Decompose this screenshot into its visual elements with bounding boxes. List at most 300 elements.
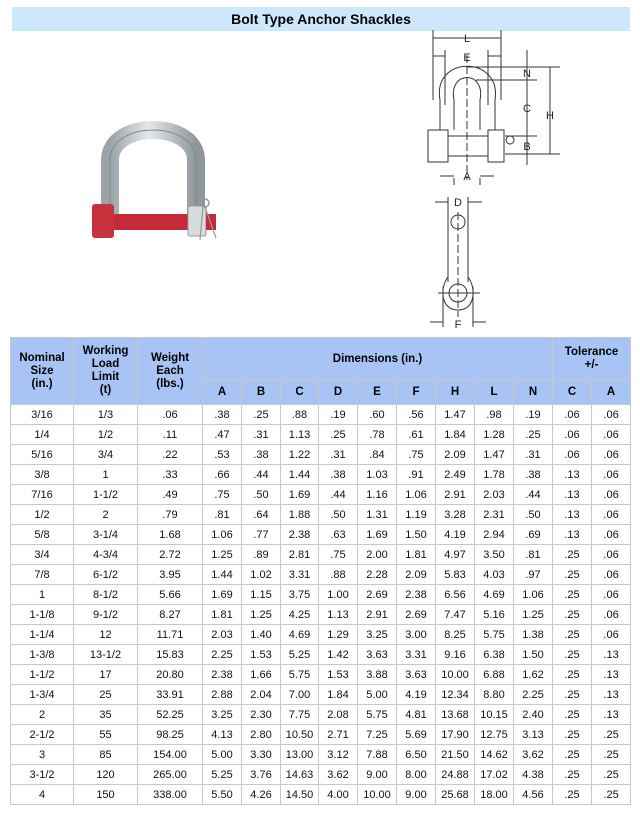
cell-dim-n: 1.50	[514, 645, 553, 665]
cell-dim-d: .50	[319, 505, 358, 525]
cell-dim-n: 1.06	[514, 585, 553, 605]
cell-dim-a: 4.13	[203, 725, 242, 745]
cell-tol-c: .25	[553, 705, 592, 725]
cell-tol-c: .13	[553, 505, 592, 525]
table-row	[11, 605, 631, 625]
cell-dim-a: 1.06	[203, 525, 242, 545]
cell-dim-c: 14.63	[281, 765, 319, 785]
cell-dim-c: 3.75	[281, 585, 319, 605]
cell-tol-a: .06	[592, 505, 631, 525]
cell-tol-c: .25	[553, 785, 592, 805]
cell-tol-a: .13	[592, 645, 631, 665]
cell-dim-b: 1.53	[242, 645, 281, 665]
cell-dim-n: 3.13	[514, 725, 553, 745]
cell-dim-a: .38	[203, 405, 242, 425]
cell-weight-each: 11.71	[138, 625, 203, 645]
cell-dim-e: 7.25	[358, 725, 397, 745]
cell-working-load-limit: 9-1/2	[74, 605, 138, 625]
cell-nominal-size: 1-3/4	[11, 685, 74, 705]
cell-tol-c: .06	[553, 445, 592, 465]
cell-dim-h: 24.88	[436, 765, 475, 785]
front-dimension-diagram	[410, 30, 570, 190]
header-dim-c: C	[281, 381, 319, 405]
header-working-load-limit: Working Load Limit (t)	[74, 338, 138, 405]
cell-weight-each: 1.68	[138, 525, 203, 545]
cell-dim-c: 4.25	[281, 605, 319, 625]
cell-dim-h: 4.97	[436, 545, 475, 565]
cell-dim-a: 5.00	[203, 745, 242, 765]
cell-weight-each: 20.80	[138, 665, 203, 685]
cell-tol-a: .13	[592, 665, 631, 685]
cell-dim-b: .44	[242, 465, 281, 485]
cell-nominal-size: 1/2	[11, 505, 74, 525]
label-L: L	[463, 33, 471, 45]
cell-dim-f: 1.81	[397, 545, 436, 565]
cell-dim-n: 2.25	[514, 685, 553, 705]
cell-dim-h: 12.34	[436, 685, 475, 705]
cell-dim-c: 7.75	[281, 705, 319, 725]
cell-dim-l: 1.78	[475, 465, 514, 485]
cell-dim-f: 3.31	[397, 645, 436, 665]
label-N: N	[523, 68, 531, 80]
cell-dim-e: 9.00	[358, 765, 397, 785]
cell-working-load-limit: 55	[74, 725, 138, 745]
cell-tol-a: .06	[592, 485, 631, 505]
cell-tol-a: .25	[592, 765, 631, 785]
header-dimensions: Dimensions (in.)	[203, 338, 553, 381]
cell-working-load-limit: 3/4	[74, 445, 138, 465]
cell-tol-c: .25	[553, 565, 592, 585]
cell-tol-a: .13	[592, 685, 631, 705]
cell-dim-e: 2.91	[358, 605, 397, 625]
cell-dim-e: 2.69	[358, 585, 397, 605]
cell-weight-each: 2.72	[138, 545, 203, 565]
label-D: D	[454, 197, 462, 209]
cell-dim-l: 1.28	[475, 425, 514, 445]
cell-dim-l: 2.03	[475, 485, 514, 505]
cell-dim-h: 4.19	[436, 525, 475, 545]
header-tol-a: A	[592, 381, 631, 405]
cell-working-load-limit: 2	[74, 505, 138, 525]
cell-dim-c: 7.00	[281, 685, 319, 705]
cell-weight-each: 98.25	[138, 725, 203, 745]
cell-dim-n: .44	[514, 485, 553, 505]
cell-dim-d: 3.62	[319, 765, 358, 785]
cell-nominal-size: 1-1/8	[11, 605, 74, 625]
cell-dim-h: 2.09	[436, 445, 475, 465]
cell-dim-c: 3.31	[281, 565, 319, 585]
cell-dim-l: 8.80	[475, 685, 514, 705]
cell-dim-d: 1.29	[319, 625, 358, 645]
cell-nominal-size: 2	[11, 705, 74, 725]
cell-dim-e: .60	[358, 405, 397, 425]
cell-weight-each: 33.91	[138, 685, 203, 705]
cell-weight-each: .49	[138, 485, 203, 505]
cell-dim-b: .25	[242, 405, 281, 425]
cell-dim-h: 5.83	[436, 565, 475, 585]
cell-dim-c: 1.44	[281, 465, 319, 485]
cell-dim-l: 14.62	[475, 745, 514, 765]
cell-tol-c: .25	[553, 645, 592, 665]
cell-tol-a: .06	[592, 585, 631, 605]
table-row	[11, 545, 631, 565]
cell-nominal-size: 1-3/8	[11, 645, 74, 665]
cell-nominal-size: 3/8	[11, 465, 74, 485]
cell-dim-f: 5.69	[397, 725, 436, 745]
cell-dim-l: 2.94	[475, 525, 514, 545]
table-row	[11, 685, 631, 705]
cell-dim-b: .77	[242, 525, 281, 545]
cell-dim-b: 1.02	[242, 565, 281, 585]
cell-dim-e: 10.00	[358, 785, 397, 805]
header-dim-n: N	[514, 381, 553, 405]
cell-dim-e: 2.00	[358, 545, 397, 565]
cell-working-load-limit: 1/2	[74, 425, 138, 445]
cell-dim-h: 1.47	[436, 405, 475, 425]
cell-tol-c: .25	[553, 745, 592, 765]
cell-working-load-limit: 1-1/2	[74, 485, 138, 505]
label-C: C	[523, 103, 531, 115]
cell-nominal-size: 3-1/2	[11, 765, 74, 785]
cell-dim-n: .38	[514, 465, 553, 485]
cell-dim-f: 2.69	[397, 605, 436, 625]
cell-dim-b: 1.25	[242, 605, 281, 625]
cell-tol-c: .06	[553, 405, 592, 425]
cell-nominal-size: 2-1/2	[11, 725, 74, 745]
cell-dim-b: .50	[242, 485, 281, 505]
cell-tol-a: .25	[592, 745, 631, 765]
cell-dim-c: 5.75	[281, 665, 319, 685]
cell-tol-c: .06	[553, 425, 592, 445]
cell-dim-b: .38	[242, 445, 281, 465]
cell-weight-each: 5.66	[138, 585, 203, 605]
cell-nominal-size: 7/16	[11, 485, 74, 505]
cell-dim-a: 2.25	[203, 645, 242, 665]
cell-dim-l: 17.02	[475, 765, 514, 785]
cell-dim-c: 13.00	[281, 745, 319, 765]
cell-dim-f: 8.00	[397, 765, 436, 785]
cell-working-load-limit: 1	[74, 465, 138, 485]
cell-dim-f: 2.38	[397, 585, 436, 605]
cell-dim-d: 2.08	[319, 705, 358, 725]
cell-working-load-limit: 4-3/4	[74, 545, 138, 565]
cell-dim-n: .69	[514, 525, 553, 545]
cell-dim-a: 1.44	[203, 565, 242, 585]
cell-tol-c: .25	[553, 765, 592, 785]
cell-dim-a: .75	[203, 485, 242, 505]
cell-tol-a: .13	[592, 705, 631, 725]
cell-dim-l: 2.31	[475, 505, 514, 525]
cell-dim-l: 10.15	[475, 705, 514, 725]
cell-working-load-limit: 35	[74, 705, 138, 725]
table-row	[11, 705, 631, 725]
cell-dim-h: 8.25	[436, 625, 475, 645]
cell-tol-a: .06	[592, 625, 631, 645]
cell-dim-a: 2.03	[203, 625, 242, 645]
cell-working-load-limit: 85	[74, 745, 138, 765]
cell-dim-a: .81	[203, 505, 242, 525]
cell-dim-n: 1.62	[514, 665, 553, 685]
cell-dim-f: .61	[397, 425, 436, 445]
cell-dim-d: 1.53	[319, 665, 358, 685]
cell-tol-c: .25	[553, 685, 592, 705]
cell-tol-c: .13	[553, 485, 592, 505]
cell-nominal-size: 1	[11, 585, 74, 605]
cell-dim-a: 1.81	[203, 605, 242, 625]
cell-dim-f: 1.50	[397, 525, 436, 545]
cell-dim-h: 3.28	[436, 505, 475, 525]
cell-tol-a: .06	[592, 425, 631, 445]
cell-tol-c: .25	[553, 545, 592, 565]
cell-nominal-size: 3/16	[11, 405, 74, 425]
cell-dim-e: 5.75	[358, 705, 397, 725]
cell-working-load-limit: 3-1/4	[74, 525, 138, 545]
cell-dim-l: 5.75	[475, 625, 514, 645]
cell-dim-n: .50	[514, 505, 553, 525]
table-row	[11, 505, 631, 525]
cell-tol-c: .13	[553, 465, 592, 485]
cell-nominal-size: 3	[11, 745, 74, 765]
cell-dim-l: 6.38	[475, 645, 514, 665]
cell-dim-a: 5.25	[203, 765, 242, 785]
header-dim-b: B	[242, 381, 281, 405]
cell-dim-n: 2.40	[514, 705, 553, 725]
label-H: H	[546, 110, 554, 122]
cell-dim-b: 1.66	[242, 665, 281, 685]
cell-dim-f: 4.81	[397, 705, 436, 725]
table-row	[11, 765, 631, 785]
cell-working-load-limit: 17	[74, 665, 138, 685]
header-dim-h: H	[436, 381, 475, 405]
cell-tol-c: .13	[553, 525, 592, 545]
cell-dim-n: .31	[514, 445, 553, 465]
cell-dim-a: 1.25	[203, 545, 242, 565]
cell-nominal-size: 5/16	[11, 445, 74, 465]
header-nominal-size: Nominal Size (in.)	[11, 338, 74, 405]
cell-dim-f: 1.06	[397, 485, 436, 505]
cell-dim-c: 2.38	[281, 525, 319, 545]
label-A: A	[463, 171, 471, 183]
table-row	[11, 565, 631, 585]
table-row	[11, 745, 631, 765]
cell-dim-d: 1.42	[319, 645, 358, 665]
cell-dim-h: 2.49	[436, 465, 475, 485]
cell-dim-n: 1.25	[514, 605, 553, 625]
cell-dim-l: 3.50	[475, 545, 514, 565]
cell-dim-l: 4.69	[475, 585, 514, 605]
cell-dim-e: 1.69	[358, 525, 397, 545]
cell-dim-a: 2.38	[203, 665, 242, 685]
cell-dim-l: 6.88	[475, 665, 514, 685]
cell-tol-c: .25	[553, 665, 592, 685]
cell-dim-a: 3.25	[203, 705, 242, 725]
cell-dim-c: .88	[281, 405, 319, 425]
cell-dim-e: .78	[358, 425, 397, 445]
cell-tol-a: .25	[592, 785, 631, 805]
page-title: Bolt Type Anchor Shackles	[12, 7, 630, 31]
cell-dim-l: .98	[475, 405, 514, 425]
cell-nominal-size: 4	[11, 785, 74, 805]
cell-dim-e: .84	[358, 445, 397, 465]
cell-nominal-size: 7/8	[11, 565, 74, 585]
header-weight-each: Weight Each (lbs.)	[138, 338, 203, 405]
cell-dim-c: 1.69	[281, 485, 319, 505]
cell-dim-d: 1.13	[319, 605, 358, 625]
cell-dim-f: 2.09	[397, 565, 436, 585]
cell-dim-d: .31	[319, 445, 358, 465]
cell-dim-n: 4.56	[514, 785, 553, 805]
cell-dim-d: .63	[319, 525, 358, 545]
cell-tol-c: .25	[553, 605, 592, 625]
cell-dim-e: 7.88	[358, 745, 397, 765]
cell-dim-b: 1.40	[242, 625, 281, 645]
table-row	[11, 665, 631, 685]
cell-dim-n: .81	[514, 545, 553, 565]
cell-dim-e: 1.31	[358, 505, 397, 525]
cell-weight-each: .79	[138, 505, 203, 525]
cell-nominal-size: 5/8	[11, 525, 74, 545]
cell-tol-a: .06	[592, 525, 631, 545]
cell-dim-a: .53	[203, 445, 242, 465]
cell-dim-f: .91	[397, 465, 436, 485]
cell-dim-d: 4.00	[319, 785, 358, 805]
table-row	[11, 425, 631, 445]
cell-dim-h: 17.90	[436, 725, 475, 745]
cell-dim-e: 3.25	[358, 625, 397, 645]
cell-nominal-size: 1/4	[11, 425, 74, 445]
cell-dim-h: 21.50	[436, 745, 475, 765]
cell-dim-h: 2.91	[436, 485, 475, 505]
cell-nominal-size: 3/4	[11, 545, 74, 565]
cell-tol-a: .25	[592, 725, 631, 745]
cell-dim-l: 5.16	[475, 605, 514, 625]
cell-dim-e: 3.88	[358, 665, 397, 685]
cell-weight-each: 338.00	[138, 785, 203, 805]
cell-dim-h: 13.68	[436, 705, 475, 725]
cell-dim-c: 14.50	[281, 785, 319, 805]
cell-dim-d: .38	[319, 465, 358, 485]
cell-tol-a: .06	[592, 545, 631, 565]
cell-dim-f: 4.19	[397, 685, 436, 705]
side-dimension-diagram	[420, 192, 520, 332]
label-B: B	[523, 141, 531, 153]
header-dim-a: A	[203, 381, 242, 405]
table-row	[11, 445, 631, 465]
cell-weight-each: 154.00	[138, 745, 203, 765]
cell-dim-b: 2.30	[242, 705, 281, 725]
cell-dim-e: 3.63	[358, 645, 397, 665]
cell-dim-a: 1.69	[203, 585, 242, 605]
cell-dim-h: 6.56	[436, 585, 475, 605]
cell-dim-n: .97	[514, 565, 553, 585]
cell-dim-n: .25	[514, 425, 553, 445]
cell-tol-a: .06	[592, 465, 631, 485]
cell-dim-d: .25	[319, 425, 358, 445]
cell-dim-f: 6.50	[397, 745, 436, 765]
cell-weight-each: 8.27	[138, 605, 203, 625]
cell-working-load-limit: 1/3	[74, 405, 138, 425]
cell-weight-each: .33	[138, 465, 203, 485]
table-row	[11, 725, 631, 745]
table-row	[11, 625, 631, 645]
cell-dim-l: 4.03	[475, 565, 514, 585]
cell-working-load-limit: 8-1/2	[74, 585, 138, 605]
table-row	[11, 465, 631, 485]
cell-working-load-limit: 150	[74, 785, 138, 805]
cell-dim-f: .56	[397, 405, 436, 425]
cell-tol-a: .06	[592, 445, 631, 465]
cell-dim-b: .89	[242, 545, 281, 565]
table-row	[11, 645, 631, 665]
cell-dim-a: 2.88	[203, 685, 242, 705]
cell-dim-a: .47	[203, 425, 242, 445]
cell-working-load-limit: 120	[74, 765, 138, 785]
cell-dim-f: 9.00	[397, 785, 436, 805]
header-tolerance: Tolerance +/-	[553, 338, 631, 381]
cell-dim-b: 1.15	[242, 585, 281, 605]
cell-dim-b: 3.76	[242, 765, 281, 785]
cell-dim-h: 25.68	[436, 785, 475, 805]
cell-weight-each: 52.25	[138, 705, 203, 725]
cell-dim-n: 3.62	[514, 745, 553, 765]
cell-working-load-limit: 12	[74, 625, 138, 645]
cell-dim-c: 10.50	[281, 725, 319, 745]
cell-dim-d: .19	[319, 405, 358, 425]
cell-dim-n: 4.38	[514, 765, 553, 785]
cell-tol-a: .06	[592, 565, 631, 585]
cell-dim-d: .75	[319, 545, 358, 565]
label-E: E	[463, 52, 471, 64]
cell-tol-a: .06	[592, 405, 631, 425]
cell-weight-each: 3.95	[138, 565, 203, 585]
cell-dim-b: 4.26	[242, 785, 281, 805]
cell-dim-h: 10.00	[436, 665, 475, 685]
cell-dim-d: 2.71	[319, 725, 358, 745]
table-row	[11, 785, 631, 805]
cell-dim-f: 3.00	[397, 625, 436, 645]
cell-tol-c: .25	[553, 585, 592, 605]
cell-dim-f: 1.19	[397, 505, 436, 525]
cell-dim-c: 1.22	[281, 445, 319, 465]
shackle-photo	[88, 110, 218, 250]
cell-weight-each: 265.00	[138, 765, 203, 785]
cell-dim-a: .66	[203, 465, 242, 485]
cell-dim-b: .31	[242, 425, 281, 445]
cell-dim-h: 1.84	[436, 425, 475, 445]
cell-weight-each: 15.83	[138, 645, 203, 665]
cell-dim-f: 3.63	[397, 665, 436, 685]
cell-dim-b: 2.04	[242, 685, 281, 705]
cell-dim-e: 1.16	[358, 485, 397, 505]
cell-dim-h: 9.16	[436, 645, 475, 665]
cell-dim-c: 2.81	[281, 545, 319, 565]
cell-dim-f: .75	[397, 445, 436, 465]
cell-dim-e: 5.00	[358, 685, 397, 705]
cell-working-load-limit: 6-1/2	[74, 565, 138, 585]
cell-dim-d: 1.84	[319, 685, 358, 705]
cell-dim-e: 1.03	[358, 465, 397, 485]
cell-dim-c: 1.13	[281, 425, 319, 445]
cell-dim-a: 5.50	[203, 785, 242, 805]
header-dim-e: E	[358, 381, 397, 405]
cell-dim-c: 5.25	[281, 645, 319, 665]
cell-dim-n: .19	[514, 405, 553, 425]
cell-dim-d: 1.00	[319, 585, 358, 605]
table-row	[11, 485, 631, 505]
cell-tol-a: .06	[592, 605, 631, 625]
cell-dim-d: 3.12	[319, 745, 358, 765]
cell-dim-d: .44	[319, 485, 358, 505]
